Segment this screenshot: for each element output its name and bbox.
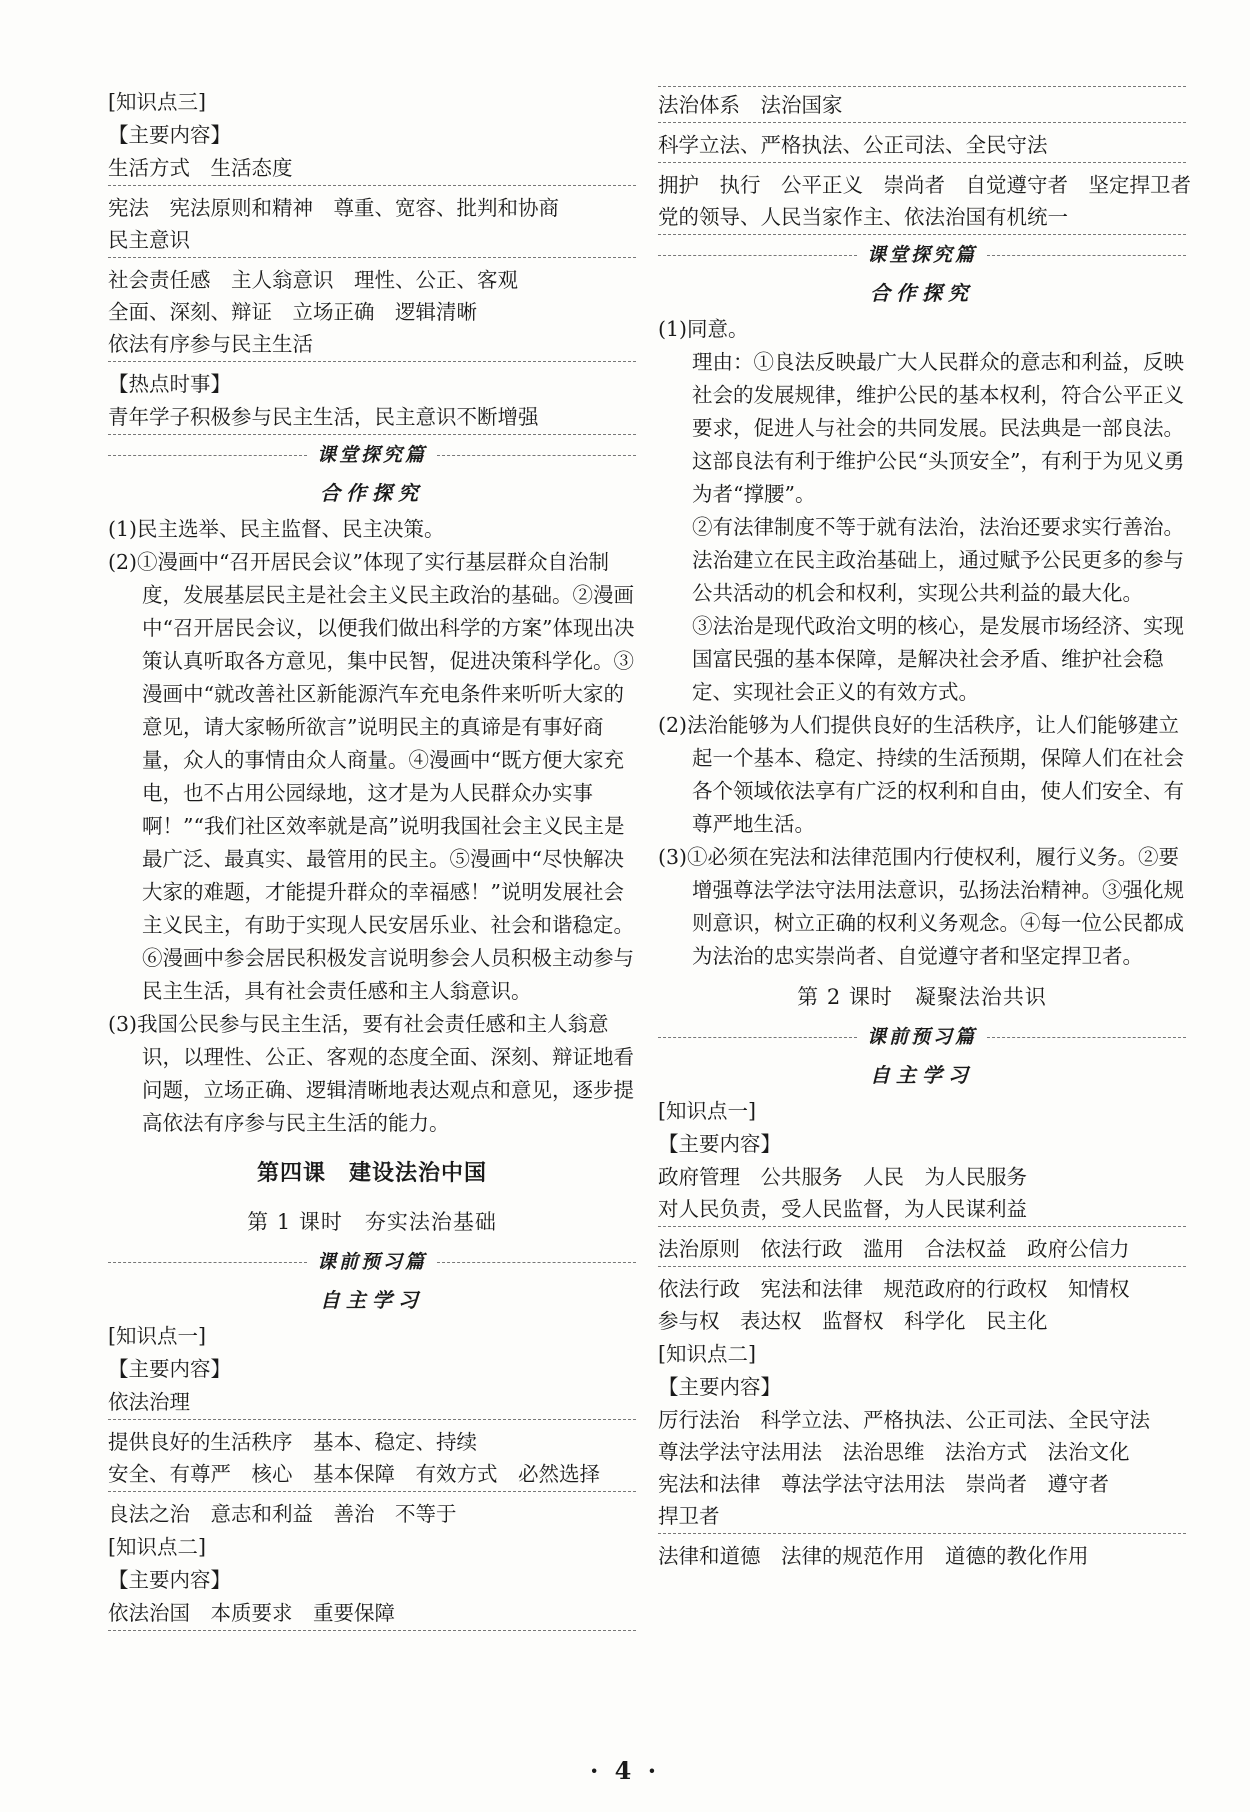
answer-line: 民主意识	[108, 228, 190, 252]
answer-block	[658, 129, 1186, 163]
answer-block	[658, 89, 1186, 123]
answer-block	[658, 169, 1191, 235]
answer-line: 宪法和法律 尊法学法守法用法 崇尚者 遵守者	[658, 1472, 1109, 1496]
answer-line: 参与权 表达权 监督权 科学化 民主化	[658, 1309, 1048, 1333]
answer-line: 依法治国 本质要求 重要保障	[108, 1601, 395, 1625]
knowledge-point-2-label: [知识点二]	[658, 1342, 756, 1366]
answer-q1: (1)民主选举、民主监督、民主决策。	[108, 517, 445, 541]
answer-block	[658, 1233, 1186, 1267]
answer-block	[658, 1540, 1186, 1573]
answer-block	[658, 1161, 1186, 1227]
answer-line: 提供良好的生活秩序 基本、稳定、持续	[108, 1430, 477, 1454]
section-title-classroom: 课堂探究篇	[867, 244, 978, 266]
right-column	[658, 86, 1191, 1579]
section-divider	[108, 441, 636, 469]
main-content-label: 【主要内容】	[108, 1357, 231, 1381]
answer-a3: (3)①必须在宪法和法律范围内行使权利，履行义务。②要增强尊法学法守法用法意识，弘扬法治精神。③强化规则意识，树立正确的权利义务观念。④每一位公民都成为法治的忠实崇尚者、自觉遵守者和坚定捍卫者。	[658, 845, 1184, 968]
answer-a1-reason-1: 理由：①良法反映最广大人民群众的意志和利益，反映社会的发展规律，维护公民的基本权利，符合公平正义要求，促进人与社会的共同发展。民法典是一部良法。这部良法有利于维护公民“头顶安全”，有利于为见义勇为者“撑腰”。	[692, 350, 1185, 506]
answer-block	[658, 1273, 1186, 1338]
answer-line: 科学立法、严格执法、公正司法、全民守法	[658, 133, 1048, 157]
section-divider	[108, 1248, 636, 1276]
section-divider	[658, 241, 1186, 269]
answer-line: 安全、有尊严 核心 基本保障 有效方式 必然选择	[108, 1462, 600, 1486]
answer-line: 尊法学法守法用法 法治思维 法治方式 法治文化	[658, 1440, 1130, 1464]
answer-a1-head: (1)同意。	[658, 317, 749, 341]
answer-line: 拥护 执行 公平正义 崇尚者 自觉遵守者 坚定捍卫者	[658, 173, 1191, 197]
knowledge-point-3-label: [知识点三]	[108, 90, 206, 114]
section-title-preview: 课前预习篇	[317, 1251, 428, 1273]
answer-block	[108, 1426, 636, 1492]
main-content-label: 【主要内容】	[108, 123, 231, 147]
knowledge-point-2-label: [知识点二]	[108, 1535, 206, 1559]
answer-block	[108, 192, 636, 258]
answer-line: 党的领导、人民当家作主、依法治国有机统一	[658, 205, 1068, 229]
answer-line: 宪法 宪法原则和精神 尊重、宽容、批判和协商	[108, 196, 559, 220]
lesson-title: 第四课 建设法治中国	[256, 1160, 487, 1186]
subsection-self-study: 自主学习	[870, 1063, 974, 1087]
answer-line: 依法治理	[108, 1390, 190, 1414]
answer-a1-reason-2: ②有法律制度不等于就有法治，法治还要求实行善治。法治建立在民主政治基础上，通过赋予公民更多的参与公共活动的机会和权利，实现公共利益的最大化。	[692, 515, 1184, 605]
answer-line: 良法之治 意志和利益 善治 不等于	[108, 1502, 457, 1526]
answer-line: 依法有序参与民主生活	[108, 332, 313, 356]
subsection-cooperative-inquiry: 合作探究	[320, 481, 424, 505]
main-content-label: 【主要内容】	[108, 1568, 231, 1592]
answer-line: 对人民负责，受人民监督，为人民谋利益	[658, 1197, 1027, 1221]
period-title: 第 2 课时 凝聚法治共识	[797, 985, 1047, 1009]
answer-line: 全面、深刻、辩证 立场正确 逻辑清晰	[108, 300, 477, 324]
answer-block	[658, 1404, 1186, 1534]
answer-a1-reason-3: ③法治是现代政治文明的核心，是发展市场经济、实现国富民强的基本保障，是解决社会矛盾、维护社会稳定、实现社会正义的有效方式。	[692, 614, 1184, 704]
answer-line: 政府管理 公共服务 人民 为人民服务	[658, 1165, 1027, 1189]
answer-block	[108, 401, 636, 435]
hot-topic-text: 青年学子积极参与民主生活，民主意识不断增强	[108, 405, 539, 429]
answer-block	[108, 152, 636, 186]
answer-line: 厉行法治 科学立法、严格执法、公正司法、全民守法	[658, 1408, 1150, 1432]
hot-topic-label: 【热点时事】	[108, 372, 231, 396]
section-divider	[658, 1023, 1186, 1051]
answer-block	[108, 1597, 636, 1631]
answer-line: 依法行政 宪法和法律 规范政府的行政权 知情权	[658, 1277, 1130, 1301]
knowledge-point-1-label: [知识点一]	[108, 1324, 206, 1348]
answer-line: 社会责任感 主人翁意识 理性、公正、客观	[108, 268, 518, 292]
subsection-cooperative-inquiry: 合作探究	[870, 281, 974, 305]
answer-block	[108, 1498, 636, 1531]
top-dashed-rule	[658, 86, 1186, 87]
period-title: 第 1 课时 夯实法治基础	[247, 1210, 497, 1234]
page-number: · 4 ·	[589, 1756, 661, 1785]
answer-q3: (3)我国公民参与民主生活，要有社会责任感和主人翁意识，以理性、公正、客观的态度全面、深刻、辩证地看问题，立场正确、逻辑清晰地表达观点和意见，逐步提高依法有序参与民主生活的能力。	[108, 1012, 634, 1135]
answer-line: 法治体系 法治国家	[658, 93, 843, 117]
answer-line: 生活方式 生活态度	[108, 156, 293, 180]
knowledge-point-1-label: [知识点一]	[658, 1099, 756, 1123]
answer-paragraphs	[658, 313, 1186, 973]
answer-a2: (2)法治能够为人们提供良好的生活秩序，让人们能够建立起一个基本、稳定、持续的生活预期，保障人们在社会各个领域依法享有广泛的权利和自由，使人们安全、有尊严地生活。	[658, 713, 1184, 836]
section-title-preview: 课前预习篇	[867, 1026, 978, 1048]
left-column	[108, 86, 636, 1637]
subsection-self-study: 自主学习	[320, 1288, 424, 1312]
answer-line: 捍卫者	[658, 1504, 720, 1528]
answer-block	[108, 264, 636, 362]
section-title-classroom: 课堂探究篇	[317, 444, 428, 466]
main-content-label: 【主要内容】	[658, 1132, 781, 1156]
answer-q2: (2)①漫画中“召开居民会议”体现了实行基层群众自治制度，发展基层民主是社会主义民主政治的基础。②漫画中“召开居民会议，以便我们做出科学的方案”体现出决策认真听取各方意见，集中民智，促进决策科学化。③漫画中“就改善社区新能源汽车充电条件来听听大家的意见，请大家畅所欲言”说明民主的真谛是有事好商量，众人的事情由众人商量。④漫画中“既方便大家充电，也不占用公园绿地，这才是为人民群众办实事啊！”“我们社区效率就是高”说明我国社会主义民主是最广泛、最真实、最管用的民主。⑤漫画中“尽快解决大家的难题，才能提升群众的幸福感！”说明发展社会主义民主，有助于实现人民安居乐业、社会和谐稳定。⑥漫画中参会居民积极发言说明参会人员积极主动参与民主生活，具有社会责任感和主人翁意识。	[108, 550, 635, 1003]
answer-line: 法律和道德 法律的规范作用 道德的教化作用	[658, 1544, 1089, 1568]
answer-block	[108, 1386, 636, 1420]
main-content-label: 【主要内容】	[658, 1375, 781, 1399]
answer-line: 法治原则 依法行政 滥用 合法权益 政府公信力	[658, 1237, 1130, 1261]
answer-paragraphs	[108, 513, 636, 1140]
